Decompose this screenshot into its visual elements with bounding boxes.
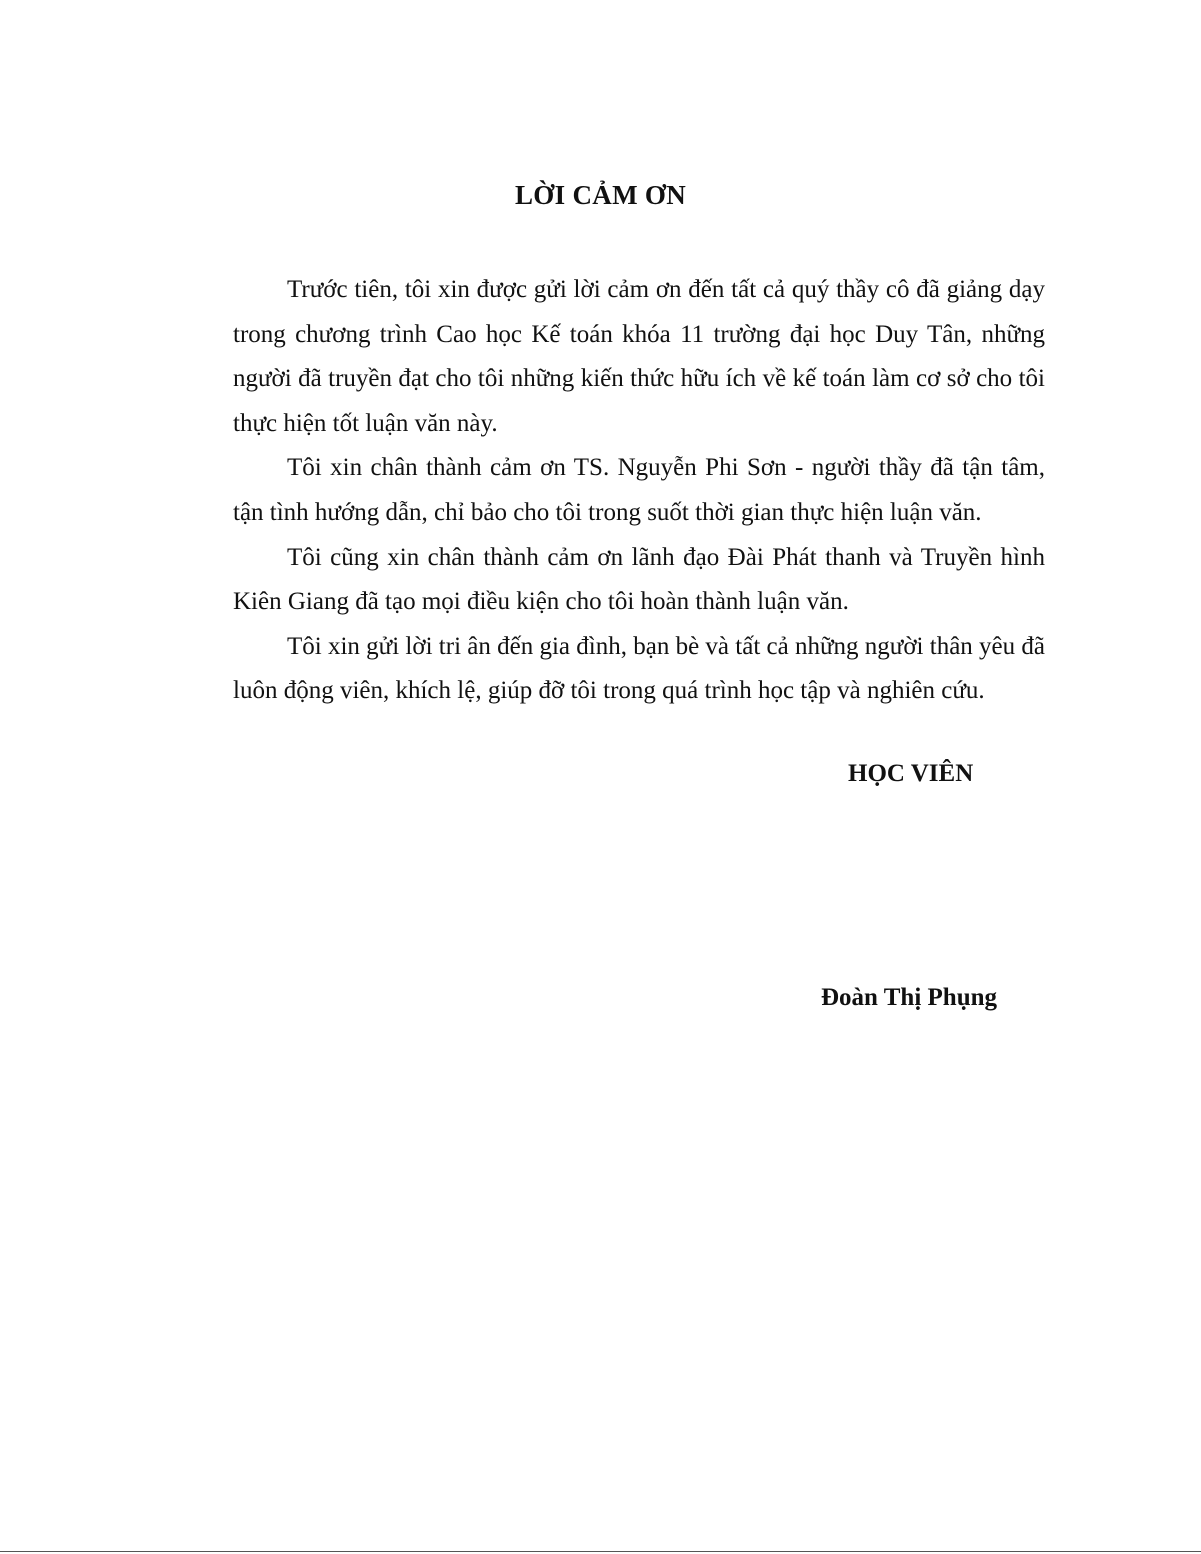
paragraph: Trước tiên, tôi xin được gửi lời cảm ơn đến tất cả quý thầy cô đã giảng dạy trong chương trình Cao học Kế toán khóa 11 trường đại học Duy Tân, những người đã truyền đạt cho tôi những kiến thức hữu ích về kế toán làm cơ sở cho tôi thực hiện tốt luận văn này. <box>233 276 1045 437</box>
signature-name: Đoàn Thị Phụng <box>821 984 998 1011</box>
paragraph: Tôi xin gửi lời tri ân đến gia đình, bạn bè và tất cả những người thân yêu đã luôn động viên, khích lệ, giúp đỡ tôi trong quá trình học tập và nghiên cứu. <box>233 632 1045 705</box>
page-bottom-divider <box>0 1551 1201 1552</box>
acknowledgement-body <box>233 268 1045 714</box>
paragraph: Tôi xin chân thành cảm ơn TS. Nguyễn Phi Sơn - người thầy đã tận tâm, tận tình hướng dẫn, chỉ bảo cho tôi trong suốt thời gian thực hiện luận văn. <box>233 454 1045 526</box>
page-title: LỜI CẢM ƠN <box>515 180 686 210</box>
paragraph: Tôi cũng xin chân thành cảm ơn lãnh đạo Đài Phát thanh và Truyền hình Kiên Giang đã tạo mọi điều kiện cho tôi hoàn thành luận văn. <box>233 543 1045 616</box>
signature-title: HỌC VIÊN <box>848 760 974 787</box>
